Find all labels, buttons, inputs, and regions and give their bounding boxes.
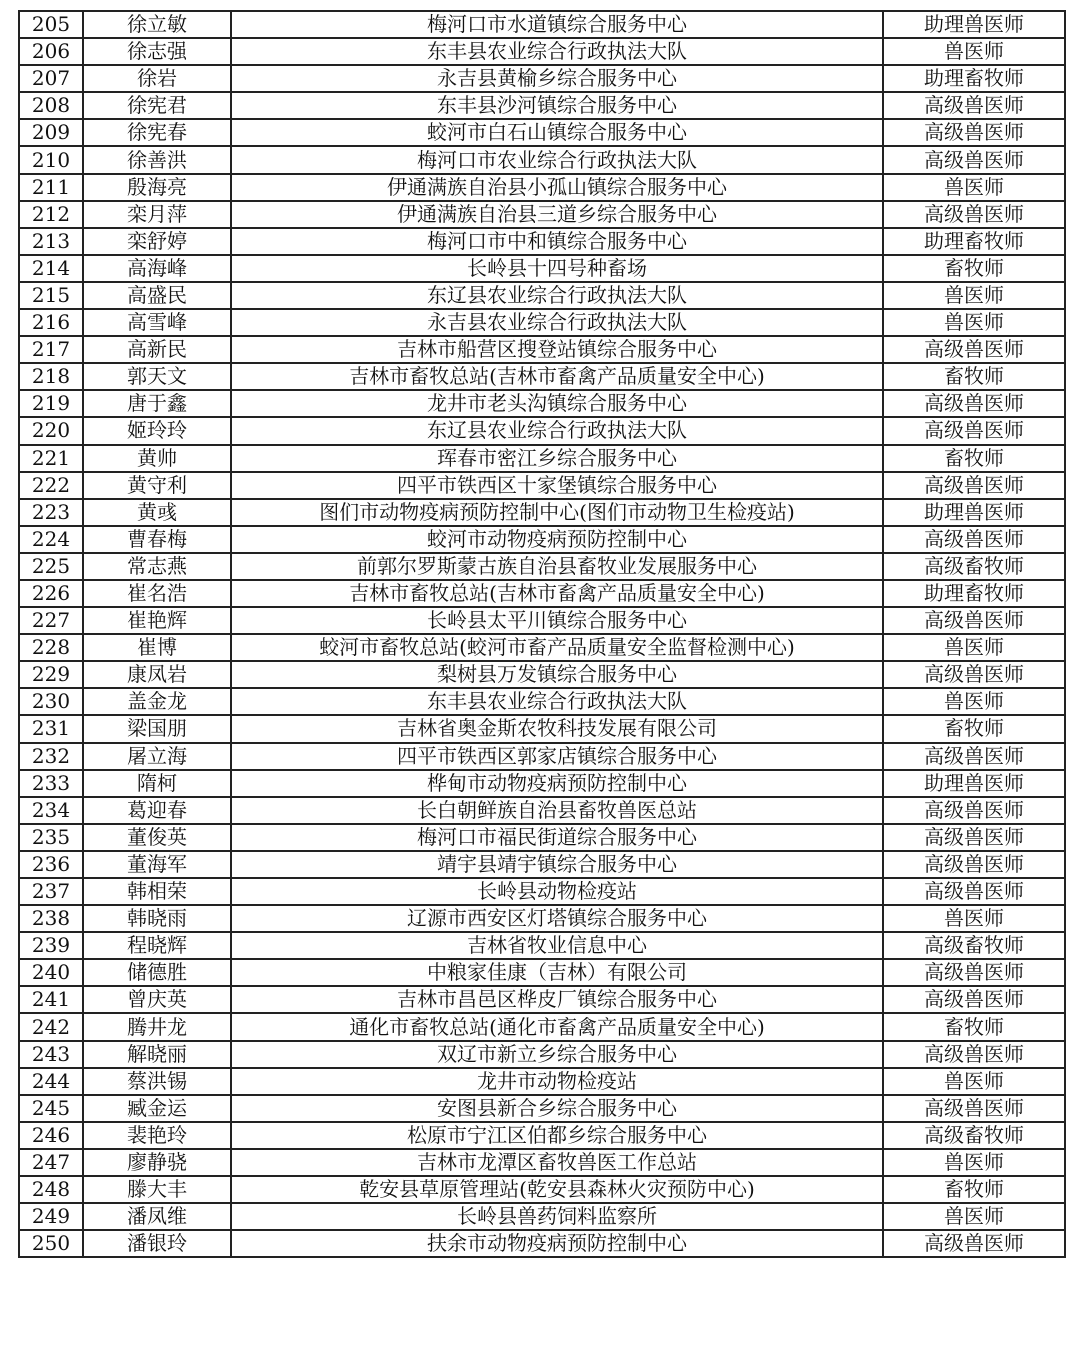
person-name-cell: 蔡洪锡	[83, 1068, 231, 1095]
person-name-cell: 潘银玲	[83, 1230, 231, 1257]
row-number-cell: 212	[19, 201, 83, 228]
row-number-cell: 227	[19, 607, 83, 634]
work-unit-cell: 中粮家佳康（吉林）有限公司	[231, 959, 883, 986]
table-row	[19, 445, 1065, 472]
row-number-cell: 244	[19, 1068, 83, 1095]
professional-title-cell: 助理畜牧师	[883, 228, 1065, 255]
row-number-cell: 221	[19, 445, 83, 472]
person-name-cell: 高海峰	[83, 255, 231, 282]
work-unit-cell: 龙井市动物检疫站	[231, 1068, 883, 1095]
professional-title-cell: 高级兽医师	[883, 390, 1065, 417]
work-unit-cell: 吉林市船营区搜登站镇综合服务中心	[231, 336, 883, 363]
person-name-cell: 栾月萍	[83, 201, 231, 228]
table-row	[19, 336, 1065, 363]
work-unit-cell: 乾安县草原管理站(乾安县森林火灾预防中心)	[231, 1176, 883, 1203]
person-name-cell: 盖金龙	[83, 688, 231, 715]
row-number-cell: 216	[19, 309, 83, 336]
person-name-cell: 隋柯	[83, 770, 231, 797]
work-unit-cell: 伊通满族自治县小孤山镇综合服务中心	[231, 174, 883, 201]
professional-title-cell: 畜牧师	[883, 1176, 1065, 1203]
person-name-cell: 董俊英	[83, 824, 231, 851]
row-number-cell: 229	[19, 661, 83, 688]
personnel-table	[18, 10, 1066, 1258]
row-number-cell: 225	[19, 553, 83, 580]
work-unit-cell: 蛟河市白石山镇综合服务中心	[231, 119, 883, 146]
table-row	[19, 417, 1065, 444]
table-row	[19, 878, 1065, 905]
person-name-cell: 黄彧	[83, 499, 231, 526]
row-number-cell: 248	[19, 1176, 83, 1203]
person-name-cell: 高盛民	[83, 282, 231, 309]
table-row	[19, 92, 1065, 119]
row-number-cell: 228	[19, 634, 83, 661]
table-row	[19, 363, 1065, 390]
table-row	[19, 526, 1065, 553]
professional-title-cell: 助理兽医师	[883, 11, 1065, 38]
professional-title-cell: 高级兽医师	[883, 1230, 1065, 1257]
professional-title-cell: 高级兽医师	[883, 986, 1065, 1013]
row-number-cell: 208	[19, 92, 83, 119]
person-name-cell: 解晓丽	[83, 1041, 231, 1068]
row-number-cell: 209	[19, 119, 83, 146]
person-name-cell: 高雪峰	[83, 309, 231, 336]
person-name-cell: 葛迎春	[83, 797, 231, 824]
work-unit-cell: 龙井市老头沟镇综合服务中心	[231, 390, 883, 417]
work-unit-cell: 桦甸市动物疫病预防控制中心	[231, 770, 883, 797]
work-unit-cell: 蛟河市动物疫病预防控制中心	[231, 526, 883, 553]
work-unit-cell: 永吉县黄榆乡综合服务中心	[231, 65, 883, 92]
work-unit-cell: 东丰县沙河镇综合服务中心	[231, 92, 883, 119]
work-unit-cell: 东丰县农业综合行政执法大队	[231, 38, 883, 65]
professional-title-cell: 高级兽医师	[883, 959, 1065, 986]
row-number-cell: 241	[19, 986, 83, 1013]
table-row	[19, 553, 1065, 580]
professional-title-cell: 高级兽医师	[883, 119, 1065, 146]
table-row	[19, 580, 1065, 607]
table-row	[19, 715, 1065, 742]
person-name-cell: 唐于鑫	[83, 390, 231, 417]
work-unit-cell: 长岭县兽药饲料监察所	[231, 1203, 883, 1230]
professional-title-cell: 助理畜牧师	[883, 65, 1065, 92]
table-row	[19, 959, 1065, 986]
professional-title-cell: 助理畜牧师	[883, 580, 1065, 607]
work-unit-cell: 吉林省牧业信息中心	[231, 932, 883, 959]
table-body	[19, 11, 1065, 1257]
work-unit-cell: 图们市动物疫病预防控制中心(图们市动物卫生检疫站)	[231, 499, 883, 526]
work-unit-cell: 东辽县农业综合行政执法大队	[231, 282, 883, 309]
table-row	[19, 851, 1065, 878]
professional-title-cell: 助理兽医师	[883, 499, 1065, 526]
person-name-cell: 梁国朋	[83, 715, 231, 742]
person-name-cell: 徐善洪	[83, 146, 231, 173]
work-unit-cell: 吉林省奥金斯农牧科技发展有限公司	[231, 715, 883, 742]
professional-title-cell: 高级兽医师	[883, 472, 1065, 499]
person-name-cell: 殷海亮	[83, 174, 231, 201]
work-unit-cell: 梅河口市福民街道综合服务中心	[231, 824, 883, 851]
row-number-cell: 245	[19, 1095, 83, 1122]
row-number-cell: 220	[19, 417, 83, 444]
table-row	[19, 65, 1065, 92]
table-row	[19, 38, 1065, 65]
row-number-cell: 247	[19, 1149, 83, 1176]
person-name-cell: 徐立敏	[83, 11, 231, 38]
person-name-cell: 康凤岩	[83, 661, 231, 688]
document-page	[18, 10, 1064, 1258]
row-number-cell: 213	[19, 228, 83, 255]
work-unit-cell: 长白朝鲜族自治县畜牧兽医总站	[231, 797, 883, 824]
row-number-cell: 226	[19, 580, 83, 607]
table-row	[19, 228, 1065, 255]
row-number-cell: 230	[19, 688, 83, 715]
person-name-cell: 郭天文	[83, 363, 231, 390]
professional-title-cell: 高级兽医师	[883, 336, 1065, 363]
table-row	[19, 607, 1065, 634]
professional-title-cell: 畜牧师	[883, 363, 1065, 390]
person-name-cell: 曾庆英	[83, 986, 231, 1013]
professional-title-cell: 高级兽医师	[883, 851, 1065, 878]
professional-title-cell: 高级兽医师	[883, 417, 1065, 444]
table-row	[19, 282, 1065, 309]
person-name-cell: 崔博	[83, 634, 231, 661]
table-row	[19, 1095, 1065, 1122]
table-row	[19, 309, 1065, 336]
table-row	[19, 1122, 1065, 1149]
work-unit-cell: 梅河口市农业综合行政执法大队	[231, 146, 883, 173]
work-unit-cell: 永吉县农业综合行政执法大队	[231, 309, 883, 336]
professional-title-cell: 高级畜牧师	[883, 932, 1065, 959]
row-number-cell: 232	[19, 743, 83, 770]
person-name-cell: 黄守利	[83, 472, 231, 499]
work-unit-cell: 双辽市新立乡综合服务中心	[231, 1041, 883, 1068]
work-unit-cell: 吉林市龙潭区畜牧兽医工作总站	[231, 1149, 883, 1176]
row-number-cell: 205	[19, 11, 83, 38]
person-name-cell: 储德胜	[83, 959, 231, 986]
row-number-cell: 233	[19, 770, 83, 797]
work-unit-cell: 东丰县农业综合行政执法大队	[231, 688, 883, 715]
person-name-cell: 徐岩	[83, 65, 231, 92]
person-name-cell: 董海军	[83, 851, 231, 878]
work-unit-cell: 扶余市动物疫病预防控制中心	[231, 1230, 883, 1257]
work-unit-cell: 通化市畜牧总站(通化市畜禽产品质量安全中心)	[231, 1013, 883, 1040]
professional-title-cell: 兽医师	[883, 905, 1065, 932]
person-name-cell: 高新民	[83, 336, 231, 363]
row-number-cell: 239	[19, 932, 83, 959]
professional-title-cell: 高级兽医师	[883, 878, 1065, 905]
professional-title-cell: 高级兽医师	[883, 526, 1065, 553]
work-unit-cell: 伊通满族自治县三道乡综合服务中心	[231, 201, 883, 228]
row-number-cell: 237	[19, 878, 83, 905]
row-number-cell: 210	[19, 146, 83, 173]
row-number-cell: 249	[19, 1203, 83, 1230]
row-number-cell: 231	[19, 715, 83, 742]
person-name-cell: 韩相荣	[83, 878, 231, 905]
table-row	[19, 932, 1065, 959]
work-unit-cell: 靖宇县靖宇镇综合服务中心	[231, 851, 883, 878]
professional-title-cell: 兽医师	[883, 282, 1065, 309]
table-row	[19, 661, 1065, 688]
professional-title-cell: 兽医师	[883, 1068, 1065, 1095]
row-number-cell: 243	[19, 1041, 83, 1068]
work-unit-cell: 梅河口市水道镇综合服务中心	[231, 11, 883, 38]
professional-title-cell: 畜牧师	[883, 255, 1065, 282]
table-row	[19, 905, 1065, 932]
professional-title-cell: 高级兽医师	[883, 824, 1065, 851]
table-row	[19, 1041, 1065, 1068]
work-unit-cell: 长岭县动物检疫站	[231, 878, 883, 905]
table-row	[19, 472, 1065, 499]
row-number-cell: 246	[19, 1122, 83, 1149]
person-name-cell: 韩晓雨	[83, 905, 231, 932]
table-row	[19, 174, 1065, 201]
professional-title-cell: 兽医师	[883, 38, 1065, 65]
table-row	[19, 119, 1065, 146]
table-row	[19, 499, 1065, 526]
person-name-cell: 屠立海	[83, 743, 231, 770]
professional-title-cell: 高级兽医师	[883, 661, 1065, 688]
row-number-cell: 217	[19, 336, 83, 363]
person-name-cell: 滕大丰	[83, 1176, 231, 1203]
professional-title-cell: 高级兽医师	[883, 1041, 1065, 1068]
table-row	[19, 201, 1065, 228]
row-number-cell: 219	[19, 390, 83, 417]
professional-title-cell: 高级兽医师	[883, 201, 1065, 228]
work-unit-cell: 东辽县农业综合行政执法大队	[231, 417, 883, 444]
row-number-cell: 207	[19, 65, 83, 92]
table-row	[19, 688, 1065, 715]
person-name-cell: 崔名浩	[83, 580, 231, 607]
person-name-cell: 姬玲玲	[83, 417, 231, 444]
row-number-cell: 250	[19, 1230, 83, 1257]
person-name-cell: 黄帅	[83, 445, 231, 472]
professional-title-cell: 高级畜牧师	[883, 553, 1065, 580]
person-name-cell: 栾舒婷	[83, 228, 231, 255]
row-number-cell: 211	[19, 174, 83, 201]
person-name-cell: 程晓辉	[83, 932, 231, 959]
person-name-cell: 臧金运	[83, 1095, 231, 1122]
professional-title-cell: 高级兽医师	[883, 146, 1065, 173]
row-number-cell: 214	[19, 255, 83, 282]
work-unit-cell: 安图县新合乡综合服务中心	[231, 1095, 883, 1122]
table-row	[19, 1149, 1065, 1176]
work-unit-cell: 吉林市畜牧总站(吉林市畜禽产品质量安全中心)	[231, 363, 883, 390]
professional-title-cell: 畜牧师	[883, 1013, 1065, 1040]
work-unit-cell: 四平市铁西区十家堡镇综合服务中心	[231, 472, 883, 499]
table-row	[19, 986, 1065, 1013]
table-row	[19, 634, 1065, 661]
table-row	[19, 1230, 1065, 1257]
table-row	[19, 146, 1065, 173]
row-number-cell: 235	[19, 824, 83, 851]
person-name-cell: 腾井龙	[83, 1013, 231, 1040]
person-name-cell: 曹春梅	[83, 526, 231, 553]
person-name-cell: 常志燕	[83, 553, 231, 580]
row-number-cell: 236	[19, 851, 83, 878]
professional-title-cell: 兽医师	[883, 634, 1065, 661]
professional-title-cell: 畜牧师	[883, 445, 1065, 472]
work-unit-cell: 吉林市畜牧总站(吉林市畜禽产品质量安全中心)	[231, 580, 883, 607]
work-unit-cell: 蛟河市畜牧总站(蛟河市畜产品质量安全监督检测中心)	[231, 634, 883, 661]
professional-title-cell: 兽医师	[883, 174, 1065, 201]
professional-title-cell: 高级兽医师	[883, 607, 1065, 634]
work-unit-cell: 梅河口市中和镇综合服务中心	[231, 228, 883, 255]
work-unit-cell: 吉林市昌邑区桦皮厂镇综合服务中心	[231, 986, 883, 1013]
person-name-cell: 徐宪君	[83, 92, 231, 119]
table-row	[19, 11, 1065, 38]
table-row	[19, 390, 1065, 417]
work-unit-cell: 珲春市密江乡综合服务中心	[231, 445, 883, 472]
professional-title-cell: 兽医师	[883, 1203, 1065, 1230]
row-number-cell: 234	[19, 797, 83, 824]
person-name-cell: 徐宪春	[83, 119, 231, 146]
professional-title-cell: 兽医师	[883, 309, 1065, 336]
work-unit-cell: 四平市铁西区郭家店镇综合服务中心	[231, 743, 883, 770]
person-name-cell: 崔艳辉	[83, 607, 231, 634]
row-number-cell: 222	[19, 472, 83, 499]
person-name-cell: 徐志强	[83, 38, 231, 65]
work-unit-cell: 辽源市西安区灯塔镇综合服务中心	[231, 905, 883, 932]
table-row	[19, 743, 1065, 770]
row-number-cell: 218	[19, 363, 83, 390]
work-unit-cell: 长岭县十四号种畜场	[231, 255, 883, 282]
work-unit-cell: 松原市宁江区伯都乡综合服务中心	[231, 1122, 883, 1149]
table-row	[19, 824, 1065, 851]
work-unit-cell: 长岭县太平川镇综合服务中心	[231, 607, 883, 634]
professional-title-cell: 高级兽医师	[883, 797, 1065, 824]
professional-title-cell: 助理兽医师	[883, 770, 1065, 797]
professional-title-cell: 兽医师	[883, 1149, 1065, 1176]
table-row	[19, 797, 1065, 824]
professional-title-cell: 高级畜牧师	[883, 1122, 1065, 1149]
professional-title-cell: 兽医师	[883, 688, 1065, 715]
table-row	[19, 1176, 1065, 1203]
person-name-cell: 廖静骁	[83, 1149, 231, 1176]
row-number-cell: 215	[19, 282, 83, 309]
row-number-cell: 242	[19, 1013, 83, 1040]
table-row	[19, 1203, 1065, 1230]
person-name-cell: 裴艳玲	[83, 1122, 231, 1149]
person-name-cell: 潘凤维	[83, 1203, 231, 1230]
table-row	[19, 770, 1065, 797]
row-number-cell: 224	[19, 526, 83, 553]
row-number-cell: 206	[19, 38, 83, 65]
table-row	[19, 1068, 1065, 1095]
work-unit-cell: 梨树县万发镇综合服务中心	[231, 661, 883, 688]
professional-title-cell: 高级兽医师	[883, 92, 1065, 119]
professional-title-cell: 畜牧师	[883, 715, 1065, 742]
row-number-cell: 223	[19, 499, 83, 526]
professional-title-cell: 高级兽医师	[883, 1095, 1065, 1122]
work-unit-cell: 前郭尔罗斯蒙古族自治县畜牧业发展服务中心	[231, 553, 883, 580]
row-number-cell: 238	[19, 905, 83, 932]
professional-title-cell: 高级兽医师	[883, 743, 1065, 770]
table-row	[19, 255, 1065, 282]
row-number-cell: 240	[19, 959, 83, 986]
table-row	[19, 1013, 1065, 1040]
